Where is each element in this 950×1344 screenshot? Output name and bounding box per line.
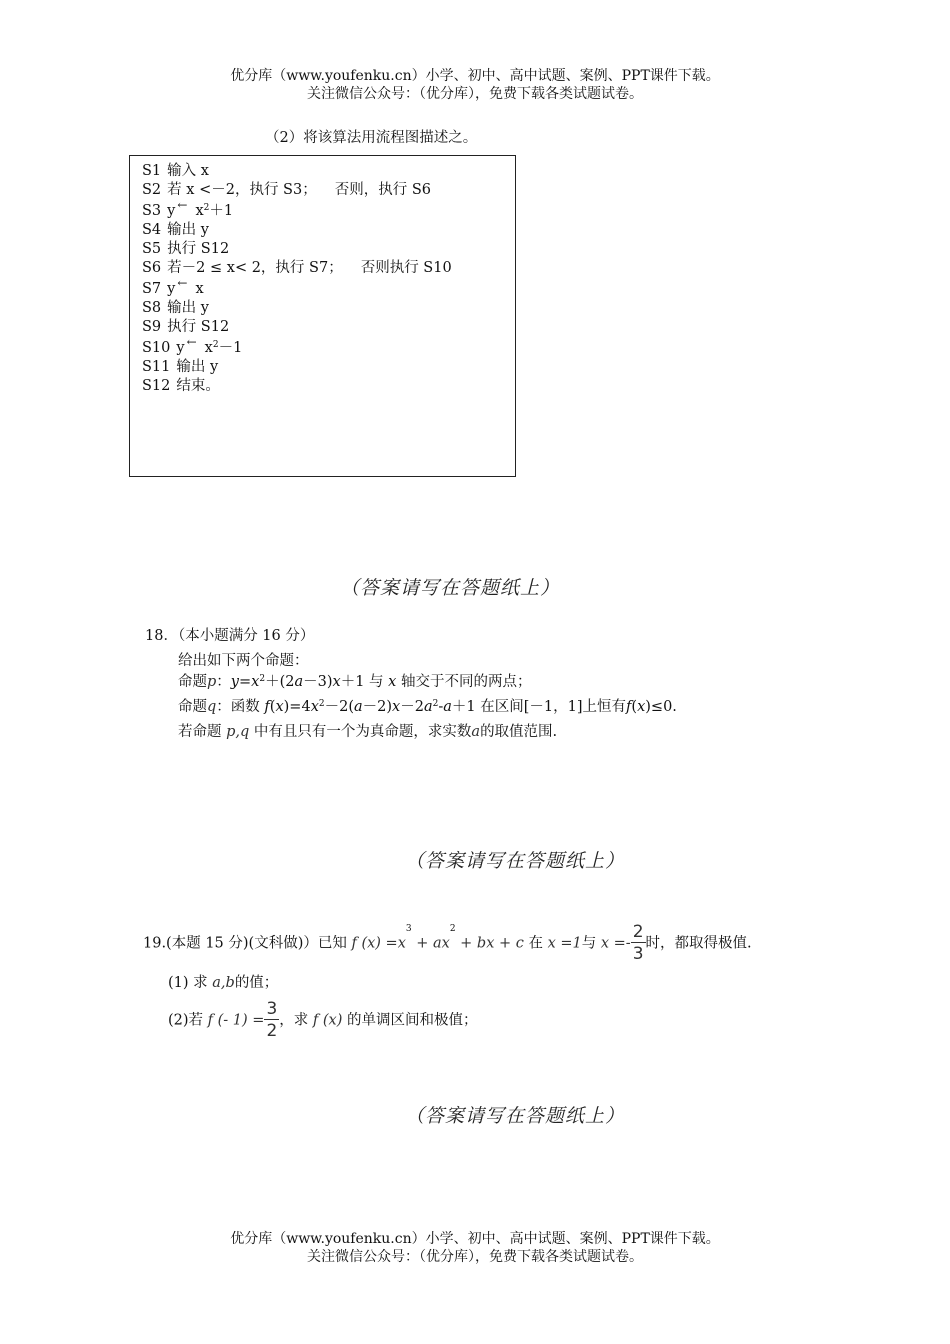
step-else: 否则执行 S10: [360, 260, 452, 276]
text: ，求: [279, 1012, 309, 1029]
exponent: 2: [449, 924, 456, 934]
page-header-line2: 关注微信公众号：（优分库），免费下载各类试题试卷。: [307, 86, 643, 102]
q19-title-line: [143, 922, 752, 965]
denominator: 2: [266, 1021, 278, 1041]
var: x: [637, 699, 646, 715]
algo-step-s4: [142, 221, 209, 239]
exponent: 2: [318, 699, 325, 709]
var: x: [310, 699, 319, 715]
q18-proposition-p: [178, 672, 531, 692]
exponent: 3: [405, 924, 412, 934]
step-text: 输出 y: [167, 300, 209, 316]
algo-step-s11: [142, 358, 218, 376]
text: 若命题: [178, 724, 222, 740]
var: f: [264, 699, 270, 715]
step-id: S12: [142, 378, 171, 394]
text: -: [438, 699, 444, 715]
text: ＋1 在区间[－1，1]上恒有: [451, 699, 627, 715]
var: a: [423, 699, 433, 715]
fraction: [631, 922, 646, 965]
step-id: S7: [142, 281, 162, 297]
step-id: S10: [142, 340, 171, 356]
var: a: [354, 699, 363, 715]
var: p,q: [226, 724, 250, 740]
text: ＋(2: [265, 674, 295, 690]
assign-arrow-icon: ←: [177, 198, 188, 212]
assign-arrow-icon: ←: [186, 335, 197, 349]
step-id: S1: [142, 163, 162, 179]
text: ：: [216, 674, 231, 690]
text: )=4: [283, 699, 311, 715]
fraction: [264, 999, 279, 1042]
algo-step-s10: [142, 335, 243, 357]
text: (: [631, 699, 638, 715]
var: f: [626, 699, 632, 715]
denominator: 3: [632, 944, 644, 964]
step-text: 输入 x: [167, 163, 209, 179]
step-id: S3: [142, 203, 162, 219]
exponent: 2: [259, 674, 266, 684]
label: 命题: [178, 674, 207, 690]
exponent: 2: [432, 699, 439, 709]
step-tail: ＋1: [209, 203, 234, 219]
step-id: S8: [142, 300, 162, 316]
algo-step-s7: [142, 276, 204, 298]
var: y: [230, 674, 239, 690]
expr: f (x): [312, 1012, 343, 1029]
text: 的单调区间和极值；: [346, 1012, 478, 1029]
exponent: 2: [212, 340, 219, 350]
var: q: [207, 699, 217, 715]
algo-step-s1: [142, 162, 209, 180]
exponent: 2: [203, 203, 210, 213]
algo-step-s12: [142, 377, 220, 395]
numerator: 3: [266, 999, 278, 1019]
step-text: 结束。: [176, 378, 220, 394]
numerator: 2: [632, 922, 644, 942]
label: 命题: [178, 699, 207, 715]
assign-arrow-icon: ←: [177, 276, 188, 290]
text: 在: [528, 935, 543, 952]
step-text: 若－2 ≤ x< 2，执行 S7；: [167, 260, 343, 276]
step-expr: x: [195, 281, 204, 297]
page-header-line1: 优分库（www.youfenku.cn）小学、初中、高中试题、案例、PPT课件下载。: [230, 68, 720, 84]
algo-step-s5: [142, 240, 229, 258]
step-text: 若 x <－2，执行 S3；: [167, 182, 317, 198]
var: a: [443, 699, 452, 715]
text: ＋1 与: [340, 674, 384, 690]
text: 的取值范围.: [480, 724, 558, 740]
var: x: [388, 674, 397, 690]
step-var: y: [176, 340, 185, 356]
var: a: [294, 674, 304, 690]
step-tail: －1: [218, 340, 243, 356]
var: a,b: [212, 975, 235, 991]
text: 与: [581, 935, 597, 952]
text: =: [239, 674, 252, 690]
text: －2): [362, 699, 393, 715]
text: －3): [303, 674, 333, 690]
step-else: 否则，执行 S6: [334, 182, 431, 198]
expr: f (x) =x: [351, 935, 406, 952]
text: (: [269, 699, 276, 715]
answer-note: （答案请写在答题纸上）: [339, 577, 560, 599]
step-id: S5: [142, 241, 162, 257]
algo-step-s9: [142, 318, 229, 336]
var: p: [207, 674, 217, 690]
text: －2(: [324, 699, 354, 715]
step-id: S9: [142, 319, 162, 335]
answer-note: （答案请写在答题纸上）: [404, 850, 625, 872]
step-text: 执行 S12: [167, 241, 230, 257]
q19-part1: [168, 973, 278, 993]
page-footer-line2: 关注微信公众号：（优分库），免费下载各类试题试卷。: [307, 1249, 643, 1265]
step-var: y: [167, 281, 176, 297]
text: 的值；: [234, 975, 279, 991]
var: x: [392, 699, 401, 715]
step-id: S2: [142, 182, 162, 198]
q18-title: 18．（本小题满分 16 分）: [145, 628, 315, 644]
step-id: S4: [142, 222, 162, 238]
step-var: y: [167, 203, 176, 219]
page-footer-line1: 优分库（www.youfenku.cn）小学、初中、高中试题、案例、PPT课件下载。: [230, 1231, 720, 1247]
text: 轴交于不同的两点；: [400, 674, 532, 690]
expr: + bx + c: [455, 935, 524, 952]
algo-step-s6: [142, 259, 452, 277]
q19-part2: [168, 999, 477, 1042]
var: x: [275, 699, 284, 715]
text: )≤0.: [645, 699, 677, 715]
expr: x =1: [547, 935, 582, 952]
answer-note: （答案请写在答题纸上）: [404, 1105, 625, 1127]
text: (2)若: [168, 1012, 204, 1029]
text: －2: [400, 699, 424, 715]
var: a: [471, 724, 481, 740]
expr: + ax: [411, 935, 450, 952]
step-text: 输出 y: [176, 359, 219, 375]
text: (1) 求: [168, 975, 208, 991]
step-id: S6: [142, 260, 162, 276]
expr: x =-: [600, 935, 631, 952]
step-text: 输出 y: [167, 222, 209, 238]
algorithm-box: [129, 155, 516, 477]
algo-step-s8: [142, 299, 209, 317]
q18-ask: [178, 722, 557, 742]
text: 中有且只有一个为真命题，求实数: [253, 724, 472, 740]
text: 19.(本题 15 分)(文科做)）已知: [143, 935, 347, 952]
q17-part2-prompt: （2）将该算法用流程图描述之。: [265, 130, 478, 146]
step-id: S11: [142, 359, 171, 375]
step-text: 执行 S12: [167, 319, 230, 335]
step-expr: x: [195, 203, 204, 219]
algo-step-s3: [142, 198, 234, 220]
q18-proposition-q: [178, 697, 677, 717]
step-expr: x: [204, 340, 213, 356]
var: x: [251, 674, 260, 690]
text: 时，都取得极值.: [645, 935, 752, 952]
algo-step-s2: [142, 181, 431, 199]
text: ：函数: [216, 699, 260, 715]
expr: f (- 1) =: [207, 1012, 265, 1029]
var: x: [332, 674, 341, 690]
q18-intro: 给出如下两个命题：: [178, 653, 309, 669]
